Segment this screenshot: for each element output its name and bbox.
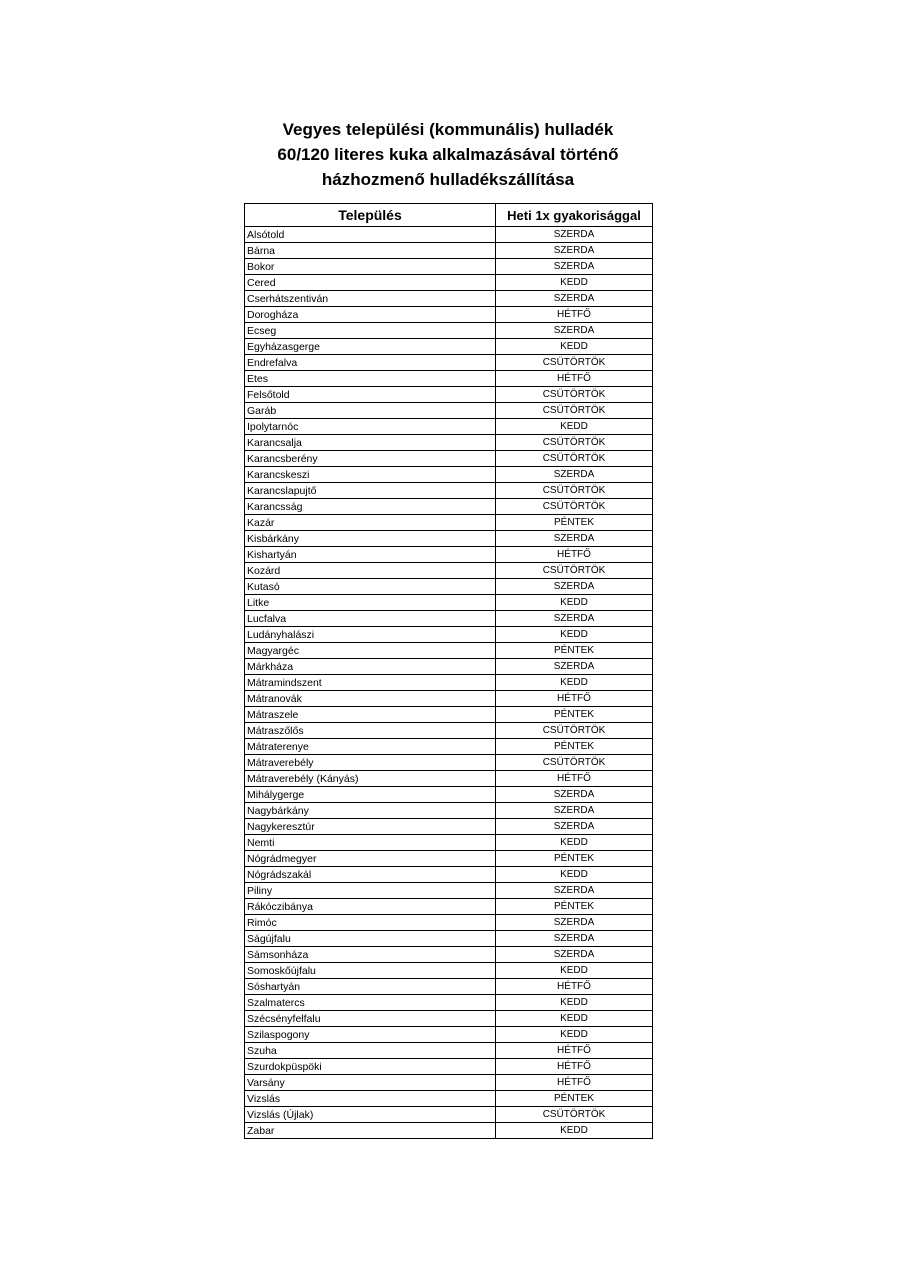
settlement-name-cell: Dorogháza (245, 307, 496, 323)
table-row (245, 963, 653, 979)
settlement-name-cell: Endrefalva (245, 355, 496, 371)
collection-day-cell: SZERDA (496, 931, 653, 947)
collection-day-cell: KEDD (496, 675, 653, 691)
collection-day-cell: PÉNTEK (496, 739, 653, 755)
collection-day-cell: PÉNTEK (496, 515, 653, 531)
collection-day-cell: SZERDA (496, 803, 653, 819)
collection-day-cell: HÉTFŐ (496, 771, 653, 787)
collection-day-cell: PÉNTEK (496, 643, 653, 659)
settlement-name-cell: Karancsalja (245, 435, 496, 451)
table-row (245, 819, 653, 835)
settlement-name-cell: Ecseg (245, 323, 496, 339)
title-line-1: Vegyes települési (kommunális) hulladék (282, 120, 614, 139)
collection-day-cell: PÉNTEK (496, 1091, 653, 1107)
collection-day-cell: HÉTFŐ (496, 1075, 653, 1091)
table-row (245, 851, 653, 867)
table-row (245, 499, 653, 515)
table-row (245, 1043, 653, 1059)
collection-day-cell: KEDD (496, 867, 653, 883)
collection-day-cell: SZERDA (496, 883, 653, 899)
table-row (245, 1123, 653, 1139)
collection-day-cell: SZERDA (496, 227, 653, 243)
settlement-name-cell: Nógrádszakál (245, 867, 496, 883)
table-header-row (245, 204, 653, 227)
collection-day-cell: CSÜTÖRTÖK (496, 499, 653, 515)
header-settlement: Település (245, 204, 496, 227)
settlement-name-cell: Szurdokpüspöki (245, 1059, 496, 1075)
table-row (245, 403, 653, 419)
table-row (245, 227, 653, 243)
table-row (245, 1075, 653, 1091)
settlement-name-cell: Alsótold (245, 227, 496, 243)
table-row (245, 1091, 653, 1107)
settlement-name-cell: Karancslapujtő (245, 483, 496, 499)
collection-schedule-table (244, 203, 653, 1139)
settlement-name-cell: Mátranovák (245, 691, 496, 707)
settlement-name-cell: Vizslás (Újlak) (245, 1107, 496, 1123)
table-row (245, 595, 653, 611)
collection-day-cell: HÉTFŐ (496, 371, 653, 387)
collection-day-cell: CSÜTÖRTÖK (496, 387, 653, 403)
settlement-name-cell: Mihálygerge (245, 787, 496, 803)
collection-day-cell: SZERDA (496, 531, 653, 547)
table-row (245, 323, 653, 339)
table-row (245, 947, 653, 963)
settlement-name-cell: Zabar (245, 1123, 496, 1139)
settlement-name-cell: Bárna (245, 243, 496, 259)
collection-day-cell: SZERDA (496, 243, 653, 259)
collection-day-cell: CSÜTÖRTÖK (496, 435, 653, 451)
settlement-name-cell: Kozárd (245, 563, 496, 579)
table-row (245, 707, 653, 723)
table-row (245, 451, 653, 467)
collection-day-cell: HÉTFŐ (496, 1059, 653, 1075)
settlement-name-cell: Nagykeresztúr (245, 819, 496, 835)
table-row (245, 307, 653, 323)
table-row (245, 515, 653, 531)
table-row (245, 339, 653, 355)
settlement-name-cell: Kisbárkány (245, 531, 496, 547)
settlement-name-cell: Nagybárkány (245, 803, 496, 819)
settlement-name-cell: Litke (245, 595, 496, 611)
table-row (245, 723, 653, 739)
settlement-name-cell: Ipolytarnóc (245, 419, 496, 435)
table-row (245, 995, 653, 1011)
collection-day-cell: SZERDA (496, 291, 653, 307)
settlement-name-cell: Lucfalva (245, 611, 496, 627)
table-row (245, 915, 653, 931)
collection-day-cell: CSÜTÖRTÖK (496, 755, 653, 771)
table-row (245, 1011, 653, 1027)
settlement-name-cell: Sámsonháza (245, 947, 496, 963)
settlement-name-cell: Egyházasgerge (245, 339, 496, 355)
collection-day-cell: CSÜTÖRTÖK (496, 563, 653, 579)
table-row (245, 579, 653, 595)
collection-day-cell: SZERDA (496, 323, 653, 339)
settlement-name-cell: Somoskőújfalu (245, 963, 496, 979)
table-row (245, 371, 653, 387)
settlement-name-cell: Rákóczibánya (245, 899, 496, 915)
table-row (245, 611, 653, 627)
table-row (245, 931, 653, 947)
collection-day-cell: SZERDA (496, 611, 653, 627)
collection-day-cell: CSÜTÖRTÖK (496, 483, 653, 499)
settlement-name-cell: Ludányhalászi (245, 627, 496, 643)
settlement-name-cell: Vizslás (245, 1091, 496, 1107)
settlement-name-cell: Mátraterenye (245, 739, 496, 755)
settlement-name-cell: Márkháza (245, 659, 496, 675)
settlement-name-cell: Cered (245, 275, 496, 291)
collection-day-cell: CSÜTÖRTÖK (496, 1107, 653, 1123)
collection-day-cell: KEDD (496, 1011, 653, 1027)
table-row (245, 483, 653, 499)
settlement-name-cell: Karancskeszi (245, 467, 496, 483)
collection-day-cell: HÉTFŐ (496, 1043, 653, 1059)
collection-day-cell: PÉNTEK (496, 851, 653, 867)
settlement-name-cell: Piliny (245, 883, 496, 899)
table-row (245, 1107, 653, 1123)
title-line-3: házhozmenő hulladékszállítása (321, 170, 575, 189)
table-row (245, 531, 653, 547)
settlement-name-cell: Kutasó (245, 579, 496, 595)
table-row (245, 387, 653, 403)
collection-day-cell: SZERDA (496, 659, 653, 675)
collection-day-cell: HÉTFŐ (496, 691, 653, 707)
collection-day-cell: SZERDA (496, 467, 653, 483)
collection-day-cell: HÉTFŐ (496, 979, 653, 995)
table-row (245, 883, 653, 899)
table-row (245, 755, 653, 771)
table-row (245, 803, 653, 819)
settlement-name-cell: Varsány (245, 1075, 496, 1091)
collection-day-cell: CSÜTÖRTÖK (496, 723, 653, 739)
settlement-name-cell: Nemti (245, 835, 496, 851)
collection-day-cell: KEDD (496, 419, 653, 435)
settlement-name-cell: Mátramindszent (245, 675, 496, 691)
collection-day-cell: HÉTFŐ (496, 547, 653, 563)
table-row (245, 467, 653, 483)
collection-day-cell: SZERDA (496, 579, 653, 595)
settlement-name-cell: Rimóc (245, 915, 496, 931)
settlement-name-cell: Mátraverebély (Kányás) (245, 771, 496, 787)
settlement-name-cell: Sóshartyán (245, 979, 496, 995)
table-row (245, 659, 653, 675)
table-row (245, 899, 653, 915)
table-row (245, 563, 653, 579)
table-row (245, 1059, 653, 1075)
settlement-name-cell: Mátraverebély (245, 755, 496, 771)
table-row (245, 979, 653, 995)
collection-day-cell: CSÜTÖRTÖK (496, 451, 653, 467)
settlement-name-cell: Cserhátszentiván (245, 291, 496, 307)
settlement-name-cell: Szuha (245, 1043, 496, 1059)
table-row (245, 435, 653, 451)
collection-day-cell: KEDD (496, 275, 653, 291)
collection-day-cell: PÉNTEK (496, 707, 653, 723)
table-row (245, 419, 653, 435)
table-row (245, 787, 653, 803)
settlement-name-cell: Mátraszőlős (245, 723, 496, 739)
settlement-name-cell: Bokor (245, 259, 496, 275)
collection-day-cell: CSÜTÖRTÖK (496, 355, 653, 371)
collection-day-cell: PÉNTEK (496, 899, 653, 915)
settlement-name-cell: Ságújfalu (245, 931, 496, 947)
collection-day-cell: SZERDA (496, 259, 653, 275)
collection-day-cell: KEDD (496, 835, 653, 851)
collection-day-cell: KEDD (496, 1027, 653, 1043)
table-row (245, 291, 653, 307)
collection-day-cell: HÉTFŐ (496, 307, 653, 323)
collection-day-cell: SZERDA (496, 819, 653, 835)
table-row (245, 275, 653, 291)
title-line-2: 60/120 literes kuka alkalmazásával történő (277, 145, 619, 164)
settlement-name-cell: Felsőtold (245, 387, 496, 403)
settlement-name-cell: Garáb (245, 403, 496, 419)
table-row (245, 691, 653, 707)
table-row (245, 867, 653, 883)
table-row (245, 243, 653, 259)
settlement-name-cell: Nógrádmegyer (245, 851, 496, 867)
settlement-name-cell: Karancsberény (245, 451, 496, 467)
table-row (245, 1027, 653, 1043)
collection-day-cell: KEDD (496, 995, 653, 1011)
settlement-name-cell: Szilaspogony (245, 1027, 496, 1043)
document-title (230, 117, 666, 192)
settlement-name-cell: Szécsényfelfalu (245, 1011, 496, 1027)
table-row (245, 355, 653, 371)
settlement-name-cell: Kishartyán (245, 547, 496, 563)
table-row (245, 739, 653, 755)
table-row (245, 627, 653, 643)
collection-day-cell: SZERDA (496, 915, 653, 931)
collection-day-cell: KEDD (496, 339, 653, 355)
table-row (245, 547, 653, 563)
collection-day-cell: KEDD (496, 1123, 653, 1139)
table-row (245, 643, 653, 659)
collection-day-cell: SZERDA (496, 947, 653, 963)
table-row (245, 835, 653, 851)
collection-day-cell: KEDD (496, 963, 653, 979)
table-body (245, 227, 653, 1139)
collection-day-cell: SZERDA (496, 787, 653, 803)
header-frequency: Heti 1x gyakorisággal (496, 204, 653, 227)
collection-day-cell: KEDD (496, 595, 653, 611)
table-row (245, 675, 653, 691)
settlement-name-cell: Szalmatercs (245, 995, 496, 1011)
table-row (245, 771, 653, 787)
collection-day-cell: KEDD (496, 627, 653, 643)
settlement-name-cell: Kazár (245, 515, 496, 531)
table-row (245, 259, 653, 275)
settlement-name-cell: Magyargéc (245, 643, 496, 659)
settlement-name-cell: Etes (245, 371, 496, 387)
settlement-name-cell: Mátraszele (245, 707, 496, 723)
collection-day-cell: CSÜTÖRTÖK (496, 403, 653, 419)
settlement-name-cell: Karancsság (245, 499, 496, 515)
